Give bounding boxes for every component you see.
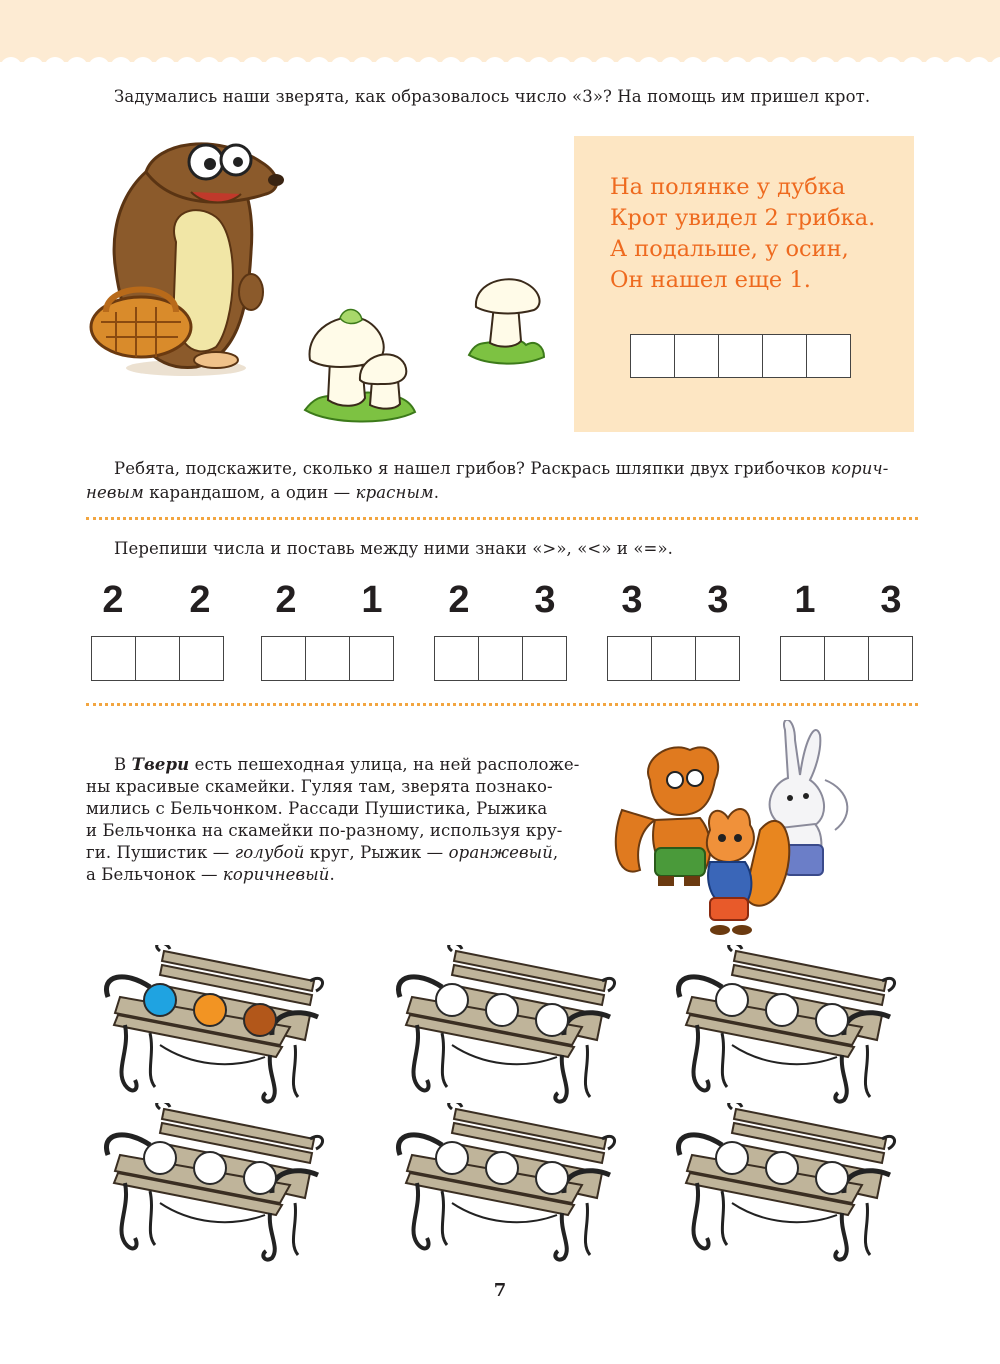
- seat-circle[interactable]: [244, 1162, 276, 1194]
- scallop: [88, 57, 110, 78]
- compare-cells: [434, 636, 567, 681]
- scallop: [22, 57, 44, 78]
- scallop: [352, 57, 374, 78]
- task3-line: [114, 754, 579, 776]
- intro-text: Задумались наши зверята, как образовалось число «3»? На помощь им пришел крот.: [114, 87, 871, 106]
- scallop: [374, 57, 396, 78]
- scallop: [286, 57, 308, 78]
- scallop: [616, 57, 638, 78]
- seat-circle[interactable]: [716, 984, 748, 1016]
- scallop: [924, 57, 946, 78]
- task3-text: есть пешеходная улица, на ней расположе-: [189, 755, 580, 774]
- scallop: [880, 57, 902, 78]
- mole-illustration: [86, 122, 286, 382]
- task3-italic: голубой: [234, 843, 305, 862]
- number: 3: [707, 579, 729, 621]
- scallop: [110, 57, 132, 78]
- scallop: [682, 57, 704, 78]
- scallop: [506, 57, 528, 78]
- scallop: [330, 57, 352, 78]
- scallop: [220, 57, 242, 78]
- task3-line: ны красивые скамейки. Гуляя там, зверята познако-: [86, 777, 553, 796]
- scallop: [836, 57, 858, 78]
- number: 1: [361, 579, 383, 621]
- task3-line: [86, 864, 335, 886]
- number: 3: [534, 579, 556, 621]
- scallop: [550, 57, 572, 78]
- seat-circle[interactable]: [194, 1152, 226, 1184]
- colored-seat-circle: [194, 994, 226, 1026]
- animals-illustration: [610, 720, 860, 945]
- seat-circle[interactable]: [716, 1142, 748, 1174]
- dotted-divider: [86, 703, 918, 706]
- bench: [392, 1103, 622, 1263]
- compare-cells: [780, 636, 913, 681]
- scallop: [638, 57, 660, 78]
- compare-cells: [91, 636, 224, 681]
- compare-cell[interactable]: [652, 637, 696, 680]
- task3-text: а Бельчонок —: [86, 865, 223, 884]
- scallop: [594, 57, 616, 78]
- dotted-divider: [86, 517, 918, 520]
- task3-text: круг, Рыжик —: [304, 843, 449, 862]
- task1-text: карандашом, а один —: [143, 483, 356, 502]
- scallop: [462, 57, 484, 78]
- seat-circle[interactable]: [436, 984, 468, 1016]
- task1-text: .: [433, 483, 440, 502]
- seat-circle[interactable]: [536, 1162, 568, 1194]
- number: 1: [794, 579, 816, 621]
- scallop: [572, 57, 594, 78]
- page-number: 7: [493, 1280, 507, 1301]
- scallop: [726, 57, 748, 78]
- task1-line1: [114, 458, 914, 480]
- compare-cell[interactable]: [136, 637, 180, 680]
- scallop: [748, 57, 770, 78]
- poem-line: А подальше, у осин,: [610, 236, 849, 262]
- scallop: [198, 57, 220, 78]
- compare-cell[interactable]: [262, 637, 306, 680]
- compare-cell[interactable]: [523, 637, 566, 680]
- scallop: [396, 57, 418, 78]
- bench: [392, 945, 622, 1105]
- scallop: [704, 57, 726, 78]
- compare-cells: [261, 636, 394, 681]
- poem-line: На полянке у дубка: [610, 174, 846, 200]
- answer-cells: [630, 334, 851, 378]
- compare-cell[interactable]: [350, 637, 393, 680]
- task3-line: мились с Бельчонком. Рассади Пушистика, Рыжика: [86, 799, 548, 818]
- bench: [100, 1103, 330, 1263]
- scallop: [154, 57, 176, 78]
- poem-box: [574, 136, 914, 432]
- task1-italic: невым: [86, 483, 144, 502]
- poem-line: Крот увидел 2 грибка.: [610, 205, 876, 231]
- scallop: [528, 57, 550, 78]
- task3-line: и Бельчонка на скамейки по-разному, используя кру-: [86, 821, 563, 840]
- answer-cell[interactable]: [763, 335, 807, 377]
- task3-line: [86, 842, 558, 864]
- scallop: [946, 57, 968, 78]
- scallop: [176, 57, 198, 78]
- seat-circle[interactable]: [486, 994, 518, 1026]
- task3-text: .: [329, 865, 335, 884]
- scallop: [990, 57, 1000, 78]
- scallop: [902, 57, 924, 78]
- scallop: [44, 57, 66, 78]
- scallop: [418, 57, 440, 78]
- seat-circle[interactable]: [436, 1142, 468, 1174]
- scallop: [660, 57, 682, 78]
- scalloped-edge: [0, 48, 1000, 78]
- scallop: [792, 57, 814, 78]
- bench: [672, 945, 902, 1105]
- compare-cells: [607, 636, 740, 681]
- scallop: [440, 57, 462, 78]
- task3-text: ги. Пушистик —: [86, 843, 235, 862]
- scallop: [132, 57, 154, 78]
- two-mushrooms-illustration: [300, 300, 420, 425]
- seat-circle[interactable]: [766, 1152, 798, 1184]
- number: 2: [102, 579, 124, 621]
- single-mushroom-illustration: [466, 275, 546, 365]
- seat-circle[interactable]: [816, 1004, 848, 1036]
- poem-text: [610, 172, 875, 296]
- seat-circle[interactable]: [536, 1004, 568, 1036]
- compare-cell[interactable]: [306, 637, 350, 680]
- task3-italic: оранжевый: [448, 843, 553, 862]
- task3-text: В: [114, 755, 132, 774]
- compare-cell[interactable]: [180, 637, 223, 680]
- scallop: [0, 57, 22, 78]
- bench: [672, 1103, 902, 1263]
- task2-instruction: Перепиши числа и поставь между ними знаки «>», «<» и «=».: [114, 539, 673, 558]
- scallop: [264, 57, 286, 78]
- scallop: [814, 57, 836, 78]
- answer-cell[interactable]: [675, 335, 719, 377]
- scallop: [770, 57, 792, 78]
- scallop: [66, 57, 88, 78]
- compare-cell[interactable]: [435, 637, 479, 680]
- compare-cell[interactable]: [479, 637, 523, 680]
- number: 3: [880, 579, 902, 621]
- scallop: [242, 57, 264, 78]
- scallop: [968, 57, 990, 78]
- number: 2: [448, 579, 470, 621]
- scallop: [858, 57, 880, 78]
- compare-cell[interactable]: [696, 637, 739, 680]
- colored-seat-circle: [144, 984, 176, 1016]
- answer-cell[interactable]: [631, 335, 675, 377]
- seat-circle[interactable]: [816, 1162, 848, 1194]
- scallop: [308, 57, 330, 78]
- number: 2: [189, 579, 211, 621]
- colored-seat-circle: [244, 1004, 276, 1036]
- task1-line2: [86, 482, 439, 504]
- seat-circle[interactable]: [766, 994, 798, 1026]
- bench-example: [100, 945, 330, 1105]
- answer-cell[interactable]: [807, 335, 850, 377]
- compare-cell[interactable]: [781, 637, 825, 680]
- poem-line: Он нашел еще 1.: [610, 267, 811, 293]
- compare-cell[interactable]: [869, 637, 912, 680]
- task1-italic: красным: [355, 483, 434, 502]
- answer-cell[interactable]: [719, 335, 763, 377]
- city-name: Твери: [131, 755, 190, 774]
- seat-circle[interactable]: [144, 1142, 176, 1174]
- number: 2: [275, 579, 297, 621]
- compare-cell[interactable]: [92, 637, 136, 680]
- compare-cell[interactable]: [825, 637, 869, 680]
- scallop: [484, 57, 506, 78]
- compare-cell[interactable]: [608, 637, 652, 680]
- task1-text: Ребята, подскажите, сколько я нашел грибов? Раскрась шляпки двух грибочков: [114, 459, 832, 478]
- task3-text: ,: [552, 843, 559, 862]
- task3-italic: коричневый: [222, 865, 330, 884]
- number: 3: [621, 579, 643, 621]
- seat-circle[interactable]: [486, 1152, 518, 1184]
- task1-italic: корич-: [831, 459, 889, 478]
